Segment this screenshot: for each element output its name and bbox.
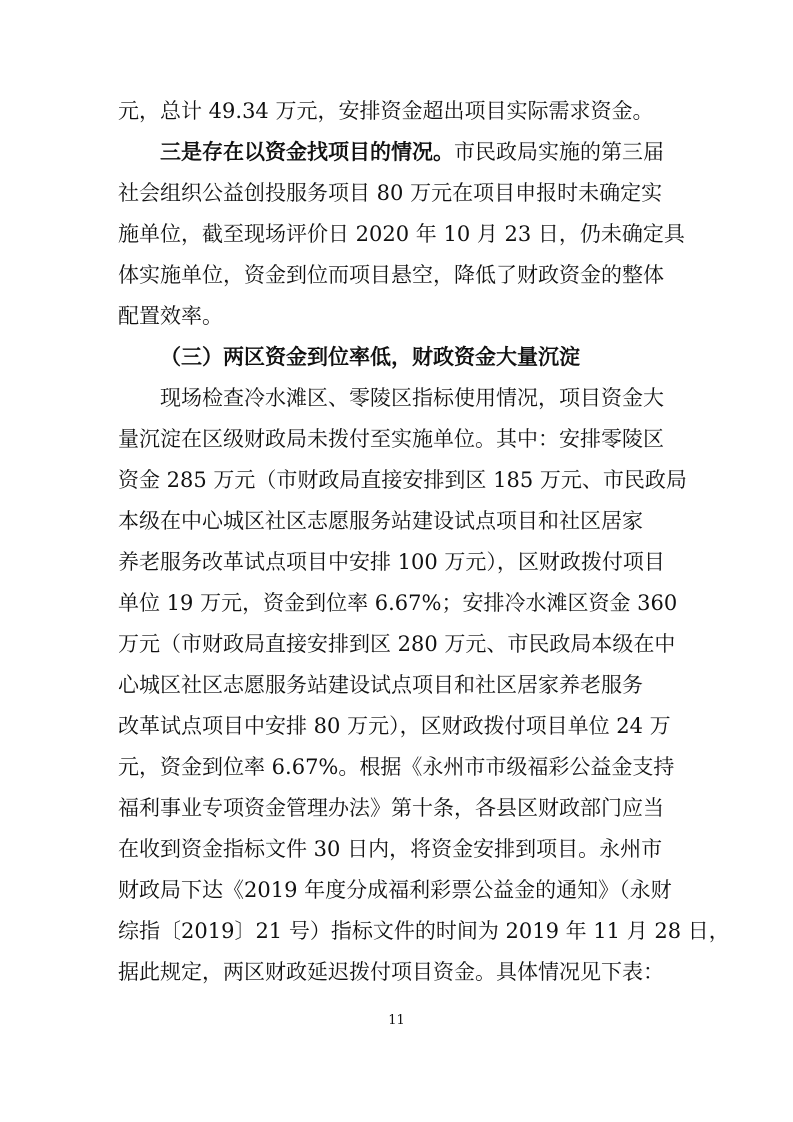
section-heading: （三）两区资金到位率低，财政资金大量沉淀 [160, 344, 580, 369]
text-line: 福利事业专项资金管理办法》第十条，各县区财政部门应当 [118, 796, 664, 820]
text-line: 改革试点项目中安排 80 万元），区财政拨付项目单位 24 万 [118, 714, 671, 738]
text-line: 本级在中心城区社区志愿服务站建设试点项目和社区居家 [118, 509, 643, 533]
text-line: 综指〔2019〕21 号）指标文件的时间为 2019 年 11 月 28 日， [118, 919, 730, 943]
text-line: 现场检查冷水滩区、零陵区指标使用情况，项目资金大 [160, 386, 664, 410]
paragraph-text: 市民政局实施的第三届 [454, 140, 664, 164]
text-line: 单位 19 万元，资金到位率 6.67%；安排冷水滩区资金 360 [118, 591, 678, 615]
paragraph-line [160, 137, 678, 167]
paragraph-lead-heading: 三是存在以资金找项目的情况。 [160, 139, 454, 164]
text-line: 据此规定，两区财政延迟拨付项目资金。具体情况见下表： [118, 960, 664, 984]
text-line: 财政局下达《2019 年度分成福利彩票公益金的通知》（永财 [118, 878, 672, 902]
text-line: 在收到资金指标文件 30 日内，将资金安排到项目。永州市 [118, 837, 663, 861]
text-line: 元，总计 49.34 万元，安排资金超出项目实际需求资金。 [118, 99, 654, 123]
text-line: 资金 285 万元（市财政局直接安排到区 185 万元、市民政局 [118, 468, 687, 492]
text-line: 体实施单位，资金到位而项目悬空，降低了财政资金的整体 [118, 263, 664, 287]
text-line: 配置效率。 [118, 304, 223, 328]
text-line: 元，资金到位率 6.67%。根据《永州市市级福彩公益金支持 [118, 755, 675, 779]
text-line: 万元（市财政局直接安排到区 280 万元、市民政局本级在中 [118, 632, 676, 656]
text-line: 施单位，截至现场评价日 2020 年 10 月 23 日，仍未确定具 [118, 222, 685, 246]
text-line: 养老服务改革试点项目中安排 100 万元），区财政拨付项目 [118, 550, 665, 574]
page-number: 11 [388, 1013, 405, 1028]
text-line: 量沉淀在区级财政局未拨付至实施单位。其中：安排零陵区 [118, 427, 664, 451]
text-line: 心城区社区志愿服务站建设试点项目和社区居家养老服务 [118, 673, 643, 697]
text-line: 社会组织公益创投服务项目 80 万元在项目申报时未确定实 [118, 181, 663, 205]
